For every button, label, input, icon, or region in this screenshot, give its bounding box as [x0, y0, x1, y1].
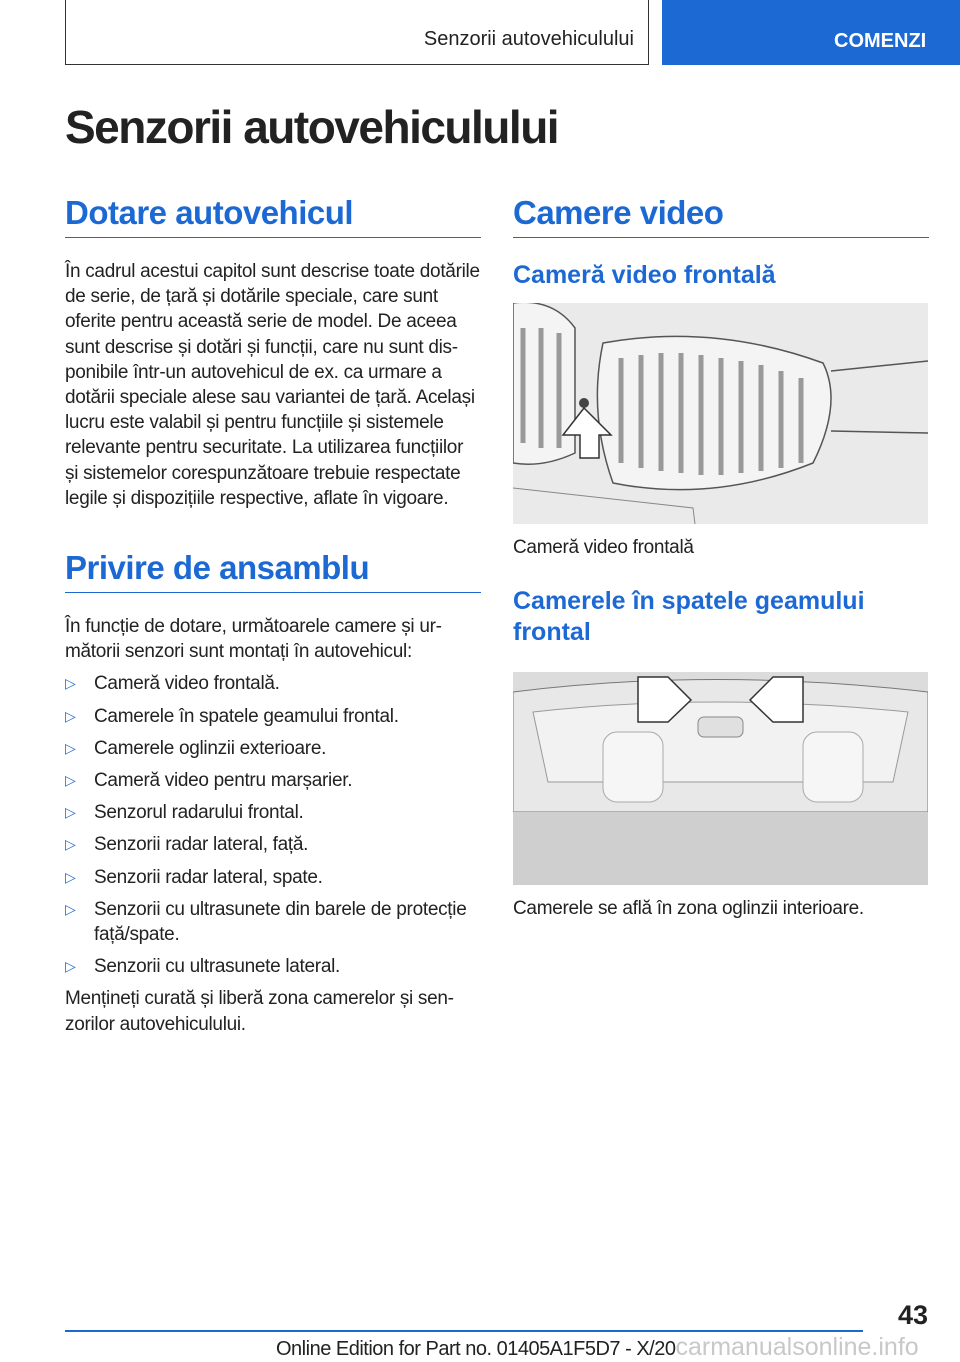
interior-cameras-image [513, 672, 928, 885]
triangle-bullet-icon: ▷ [65, 900, 76, 917]
triangle-bullet-icon: ▷ [65, 739, 76, 756]
caption-spate: Camerele se află în zona oglinzii interioare. [513, 898, 864, 919]
list-item [65, 832, 481, 857]
list-item [65, 954, 481, 979]
list-item-text: Cameră video pentru marșarier. [94, 770, 353, 792]
list-item-text: Senzorii radar lateral, spate. [94, 866, 323, 888]
heading-camere: Camere video [513, 193, 929, 238]
list-item-text: Senzorii cu ultrasunete din barele de protecție față/spate. [94, 898, 467, 946]
heading-frontala: Cameră video frontală [513, 261, 776, 289]
footer-divider [65, 1330, 863, 1332]
list-item [65, 704, 481, 729]
triangle-bullet-icon: ▷ [65, 675, 76, 692]
header-tab-comenzi[interactable]: COMENZI [662, 0, 960, 65]
footer-edition [276, 1333, 919, 1362]
triangle-bullet-icon: ▷ [65, 868, 76, 885]
caption-frontala: Cameră video frontală [513, 537, 694, 558]
page-title: Senzorii autovehiculului [65, 101, 559, 153]
heading-dotare: Dotare autovehicul [65, 193, 481, 238]
front-camera-grille-image [513, 303, 928, 524]
list-item-text: Camerele oglinzii exterioare. [94, 737, 327, 759]
list-item-text: Senzorii radar lateral, față. [94, 834, 309, 856]
list-item-text: Camerele în spatele geamului frontal. [94, 705, 399, 727]
list-item [65, 897, 481, 947]
list-item [65, 736, 481, 761]
watermark: carmanualsonline.info [675, 1333, 919, 1361]
right-column [513, 193, 929, 920]
page-number: 43 [897, 1300, 928, 1330]
heading-privire: Privire de ansamblu [65, 548, 481, 593]
list-item [65, 865, 481, 890]
triangle-bullet-icon: ▷ [65, 958, 76, 975]
list-item-text: Cameră video frontală. [94, 673, 280, 695]
list-item-text: Senzorii cu ultrasunete lateral. [94, 956, 340, 978]
list-item [65, 800, 481, 825]
paragraph-end: Mențineți curată și liberă zona camerelor și senzorilor autovehiculului. [65, 988, 454, 1035]
list-item-text: Senzorul radarului frontal. [94, 802, 304, 824]
triangle-bullet-icon: ▷ [65, 804, 76, 821]
triangle-bullet-icon: ▷ [65, 772, 76, 789]
heading-spate: Camerele în spatele geamului frontal [513, 587, 865, 646]
left-column [65, 193, 481, 1037]
header-section: Senzorii autovehiculului [65, 0, 649, 65]
list-item [65, 768, 481, 793]
triangle-bullet-icon: ▷ [65, 707, 76, 724]
paragraph-intro: În funcție de dotare, următoarele camere și următorii senzori sunt montați în autovehicul: [65, 616, 442, 663]
triangle-bullet-icon: ▷ [65, 836, 76, 853]
list-item [65, 671, 481, 696]
paragraph-dotare: În cadrul acestui capitol sunt descrise toate dotările de serie, de țară și dotările speciale, care sunt oferite pentru această serie de model. De aceea sunt descrise și dotări și funcții, care nu sunt disponibile într-un autovehicul de ex. ca urmare a dotării speciale alese sau variantei de țară. Același lucru este valabil și pentru funcțiile și sistemele relevante pentru securitate. La utilizarea funcțiilor și sistemelor corespunzătoare trebuie respectate legile și dispozițiile respective, aflate în vigoare. [65, 261, 480, 509]
edition-text: Online Edition for Part no. 01405A1F5D7 - X/20 [276, 1338, 676, 1360]
sensor-list [65, 671, 481, 979]
